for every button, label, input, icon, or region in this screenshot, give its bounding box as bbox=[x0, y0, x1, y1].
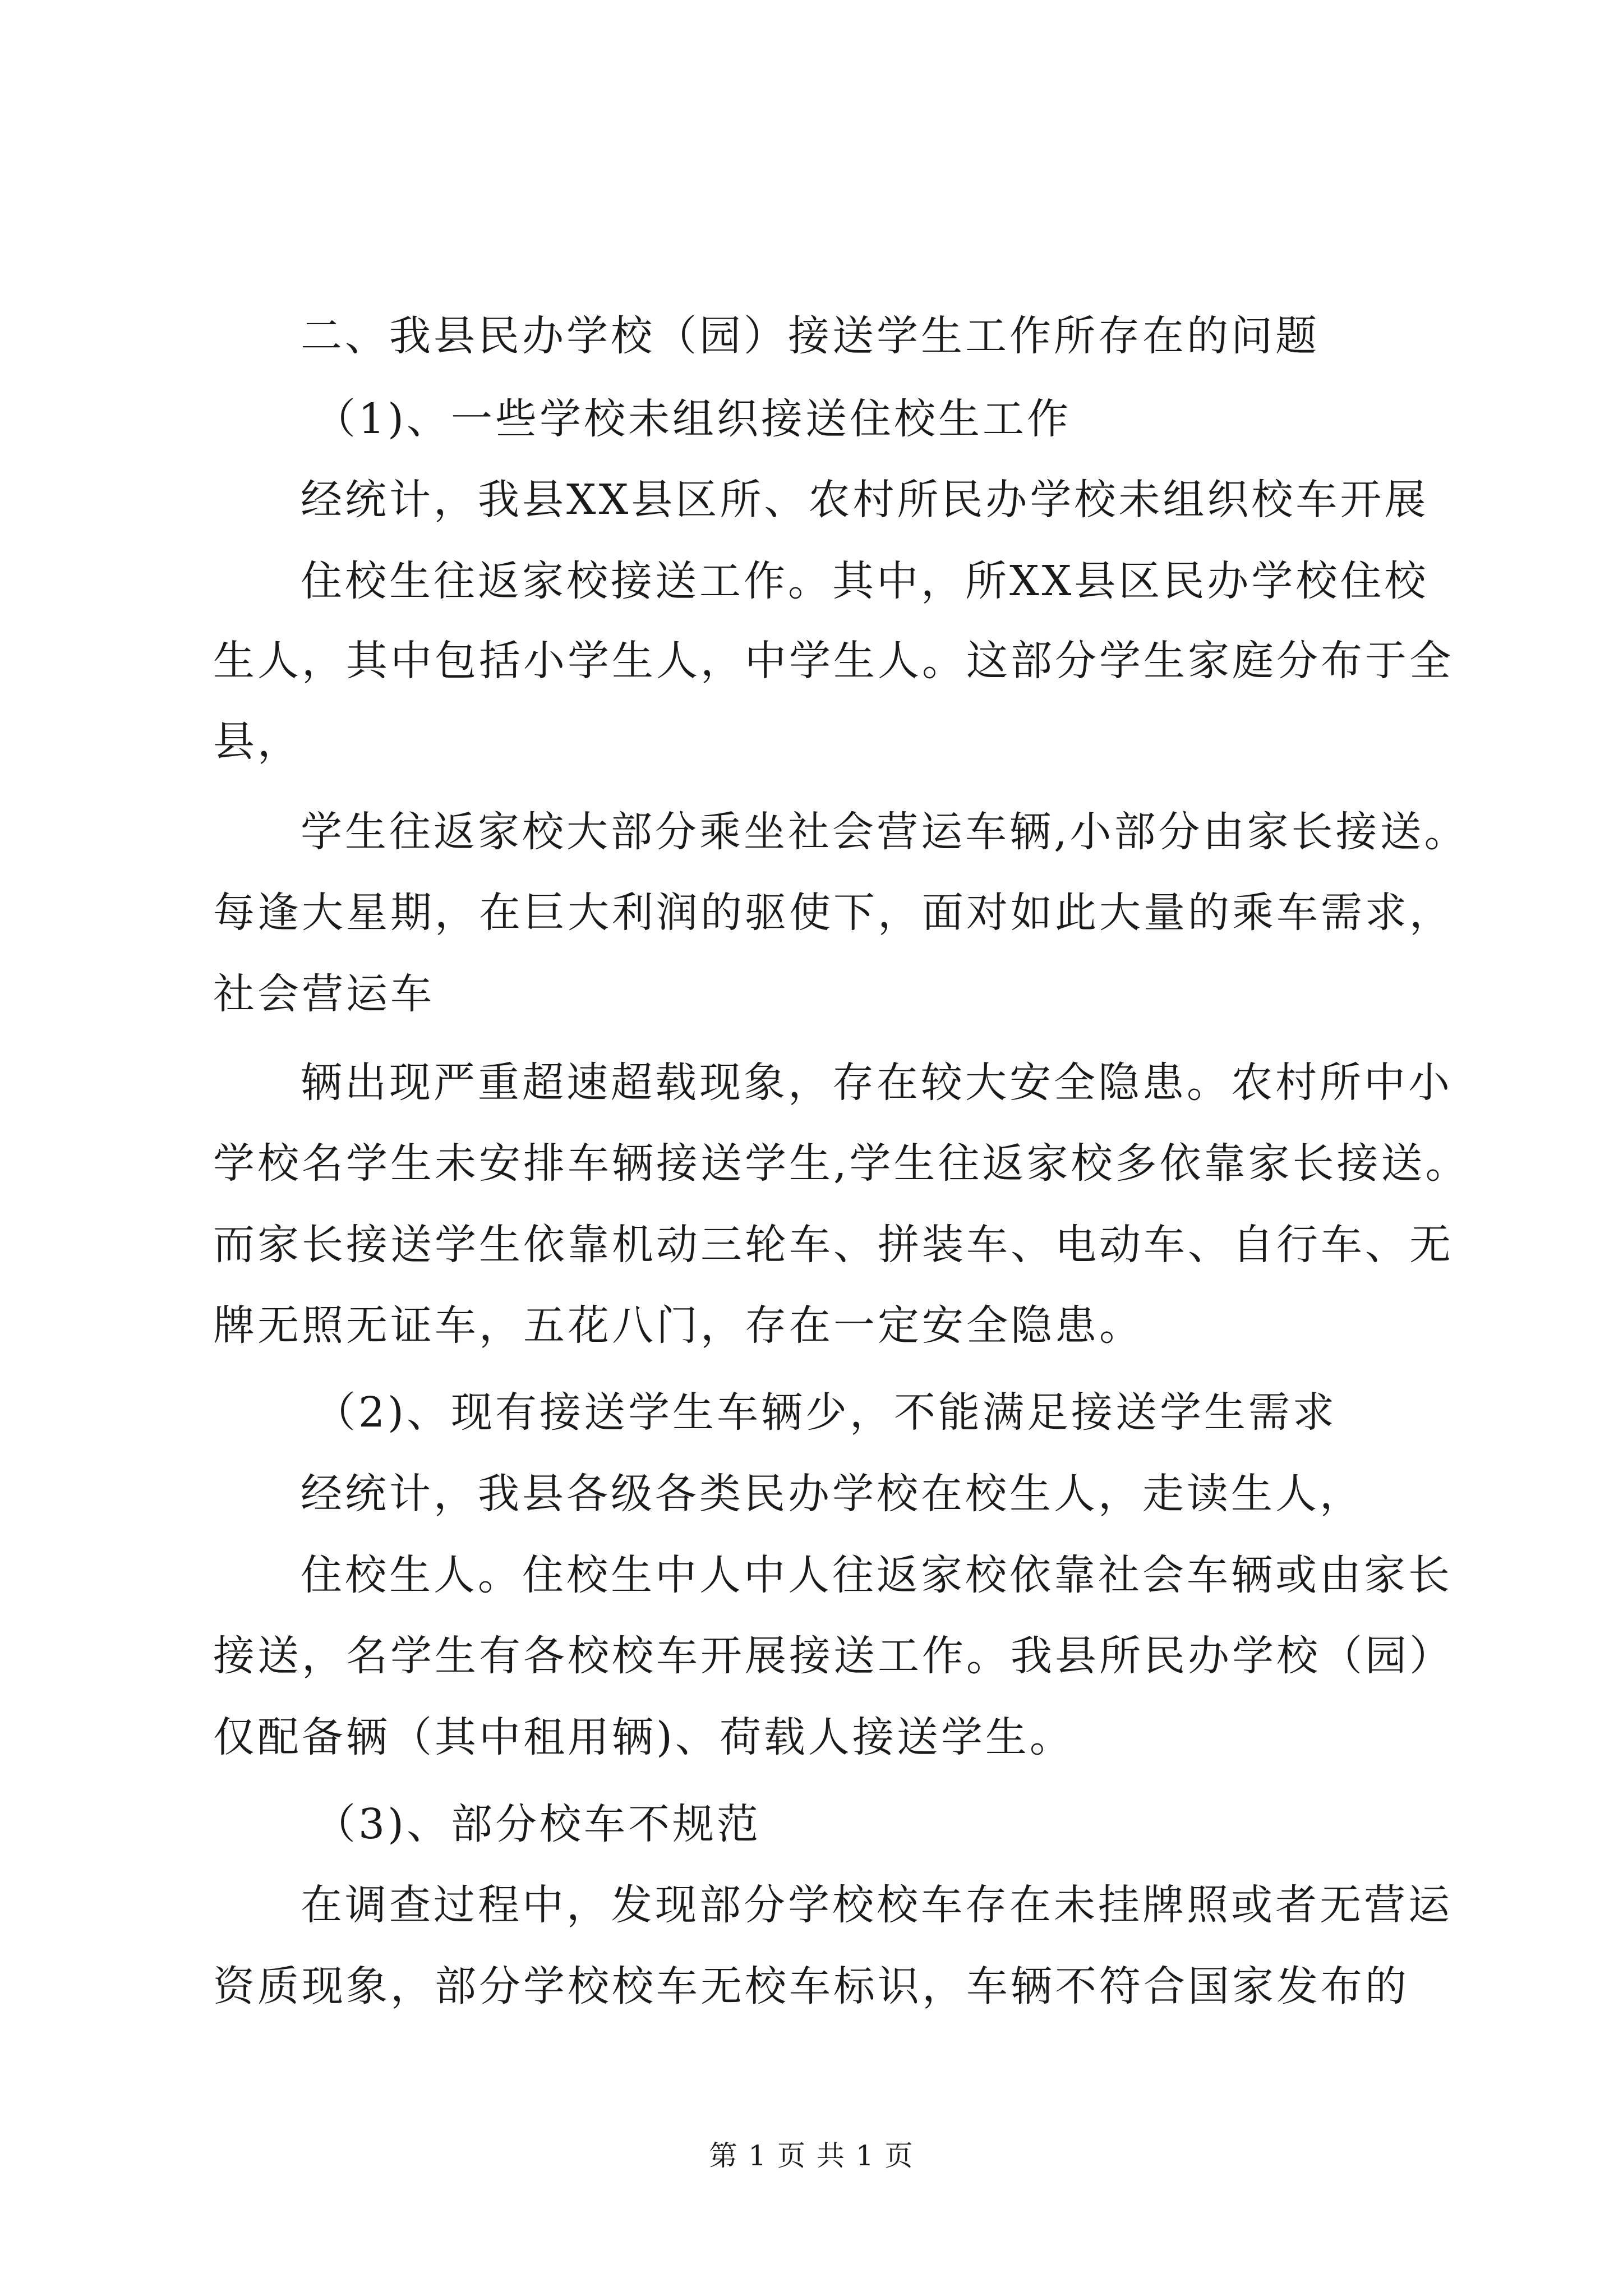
paragraph-line: 经统计，我县XX县区所、农村所民办学校未组织校车开展 bbox=[301, 476, 1429, 524]
paragraph-line: 接送，名学生有各校校车开展接送工作。我县所民办学校（园） bbox=[213, 1632, 1454, 1680]
paragraph-line: 经统计，我县各级各类民办学校在校生人，走读生人， bbox=[301, 1470, 1364, 1518]
paragraph-line: 住校生往返家校接送工作。其中，所XX县区民办学校住校 bbox=[301, 557, 1429, 605]
paragraph-line: 学校名学生未安排车辆接送学生,学生往返家校多依靠家长接送。 bbox=[213, 1139, 1470, 1188]
paragraph-line: 在调查过程中，发现部分学校校车存在未挂牌照或者无营运 bbox=[301, 1881, 1453, 1929]
paragraph-line: 而家长接送学生依靠机动三轮车、拼装车、电动车、自行车、无 bbox=[213, 1221, 1454, 1269]
paragraph-line: 社会营运车 bbox=[213, 970, 435, 1018]
subheading-3: （3)、部分校车不规范 bbox=[314, 1800, 761, 1848]
paragraph-line: 每逢大星期，在巨大利润的驱使下，面对如此大量的乘车需求， bbox=[213, 889, 1454, 937]
subheading-1: （1)、一些学校未组织接送住校生工作 bbox=[314, 395, 1071, 443]
paragraph-line: 牌无照无证车，五花八门，存在一定安全隐患。 bbox=[213, 1301, 1144, 1350]
paragraph-line: 资质现象，部分学校校车无校车标识，车辆不符合国家发布的 bbox=[213, 1962, 1409, 2010]
subheading-2: （2)、现有接送学生车辆少，不能满足接送学生需求 bbox=[314, 1388, 1337, 1437]
paragraph-line: 生人，其中包括小学生人，中学生人。这部分学生家庭分布于全 bbox=[213, 637, 1454, 685]
paragraph-line: 学生往返家校大部分乘坐社会营运车辆,小部分由家长接送。 bbox=[301, 808, 1469, 856]
page-footer: 第 1 页 共 1 页 bbox=[709, 2139, 914, 2172]
paragraph-line: 县， bbox=[213, 717, 302, 766]
paragraph-line: 仅配备辆（其中租用辆)、荷载人接送学生。 bbox=[213, 1713, 1074, 1761]
paragraph-line: 住校生人。住校生中人中人往返家校依靠社会车辆或由家长 bbox=[301, 1551, 1453, 1599]
section-heading: 二、我县民办学校（园）接送学生工作所存在的问题 bbox=[301, 312, 1320, 360]
paragraph-line: 辆出现严重超速超载现象，存在较大安全隐患。农村所中小 bbox=[301, 1059, 1453, 1107]
